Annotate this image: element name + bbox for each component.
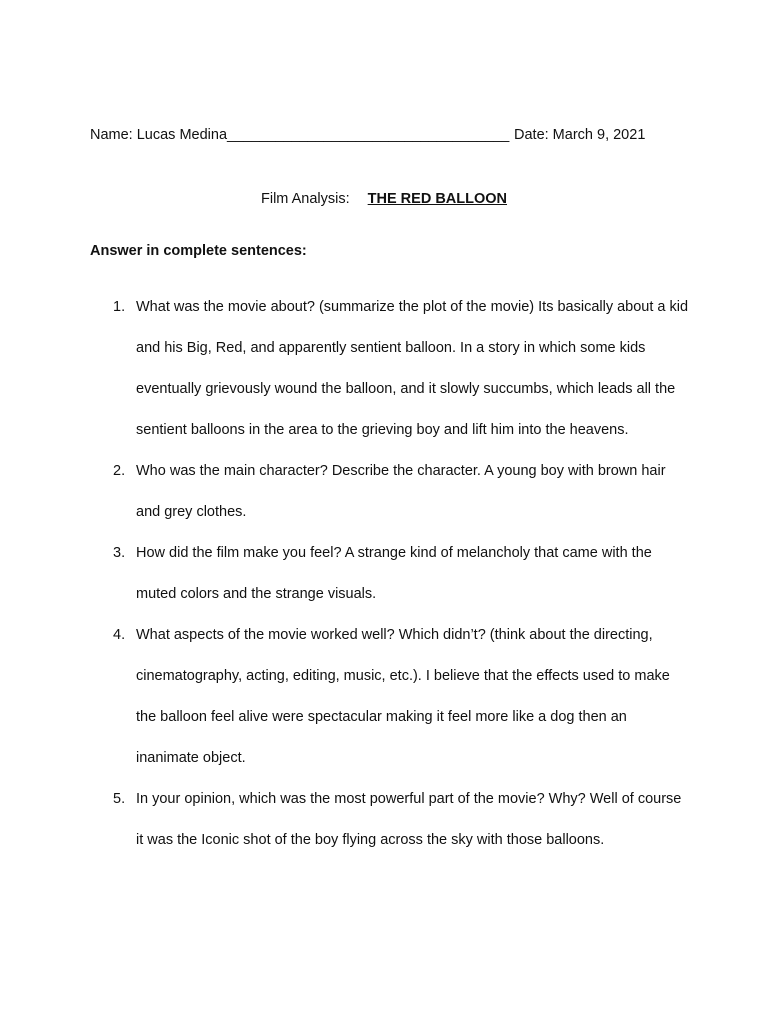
question-item [90, 779, 690, 861]
question-number: 5. [113, 791, 126, 807]
question-item [90, 615, 690, 779]
title-label: Film Analysis: [260, 191, 350, 207]
header-line [90, 127, 728, 147]
question-item [90, 287, 690, 451]
question-number: 1. [113, 299, 126, 315]
instructions: Answer in complete sentences: [90, 243, 307, 259]
question-item [90, 533, 690, 615]
question-list [90, 287, 690, 861]
page-title [0, 191, 768, 207]
question-text: Who was the main character? Describe the character. A young boy with brown hair and grey clothes. [136, 463, 666, 520]
film-title: THE RED BALLOON [367, 191, 508, 207]
question-number: 2. [113, 463, 126, 479]
student-name: Name: Lucas Medina___________________________________ [90, 127, 510, 143]
question-text: What aspects of the movie worked well? Which didn’t? (think about the directing, cinematography, acting, editing, music, etc.). I believe that the effects used to make the balloon feel alive were spectacular making it feel more like a dog then an inanimate object. [136, 627, 670, 766]
question-text: In your opinion, which was the most powerful part of the movie? Why? Well of course it was the Iconic shot of the boy flying across the sky with those balloons. [136, 791, 682, 848]
question-number: 4. [113, 627, 126, 643]
question-text: How did the film make you feel? A strange kind of melancholy that came with the muted colors and the strange visuals. [136, 545, 652, 602]
question-number: 3. [113, 545, 126, 561]
question-item [90, 451, 690, 533]
assignment-date: Date: March 9, 2021 [514, 127, 646, 143]
question-text: What was the movie about? (summarize the plot of the movie) Its basically about a kid and his Big, Red, and apparently sentient balloon. In a story in which some kids eventually grievously wound the balloon, and it slowly succumbs, which leads all the sentient balloons in the area to the grieving boy and lift him into the heavens. [136, 299, 689, 438]
